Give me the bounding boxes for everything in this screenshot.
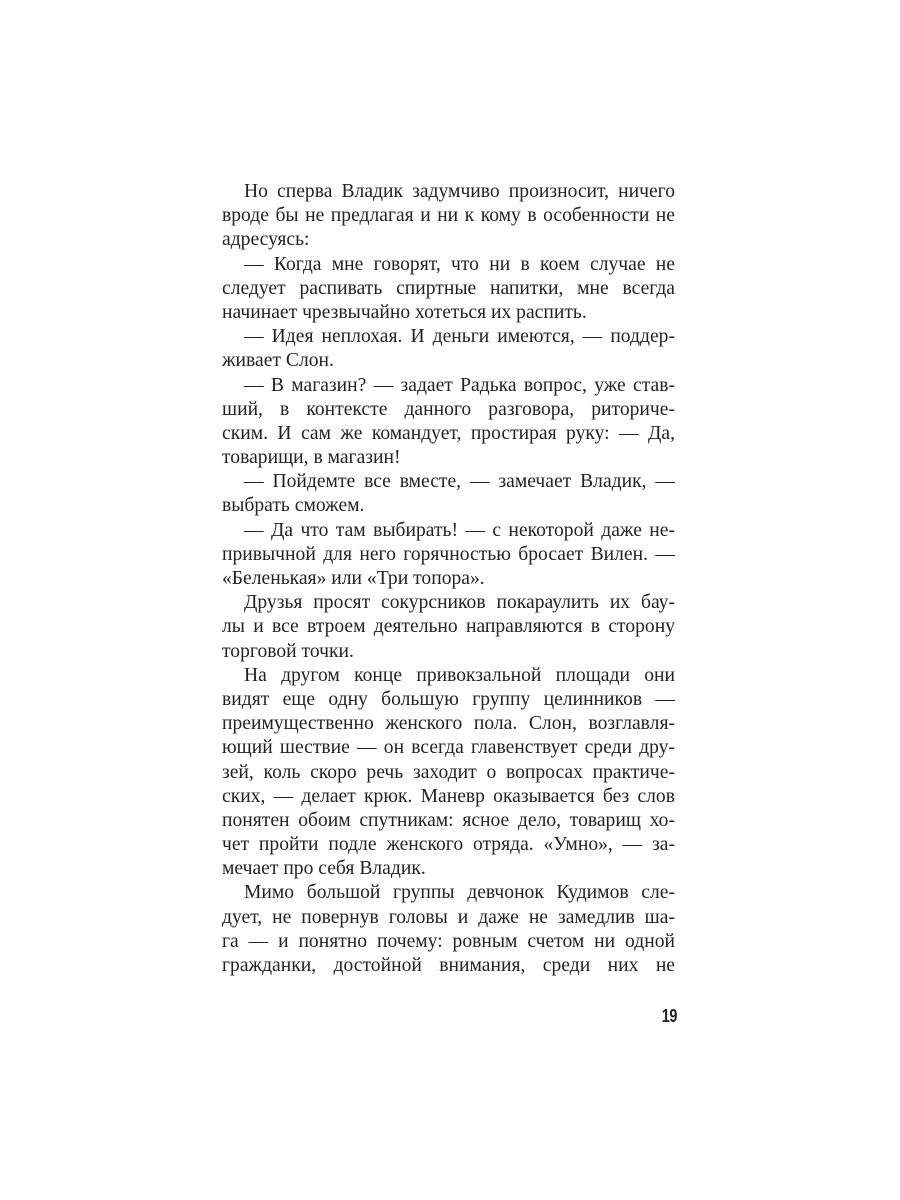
text-line: — В магазин? — задает Радька вопрос, уже став- — [244, 374, 675, 396]
paragraph — [200, 180, 675, 253]
text-line: На другом конце привокзальной площади они — [244, 664, 675, 686]
text-line: видят еще одну большую группу целинников — — [222, 688, 675, 710]
text-line: га — и понятно почему: ровным счетом ни одной — [222, 930, 675, 952]
paragraph — [200, 591, 675, 664]
text-line: ший, в контексте данного разговора, риториче- — [222, 398, 675, 420]
text-line: начинает чрезвычайно хотеться их распить. — [222, 301, 587, 323]
text-line: ских, — делает крюк. Маневр оказывается без слов — [222, 785, 675, 807]
text-line: Но сперва Владик задумчиво произносит, ничего — [244, 181, 675, 202]
paragraph — [200, 519, 675, 592]
text-line: следует распивать спиртные напитки, мне всегда — [222, 277, 675, 299]
text-line: преимущественно женского пола. Слон, возглавля- — [222, 713, 675, 735]
text-line: — Да что там выбирать! — с некоторой даже не- — [244, 519, 675, 541]
text-line: вроде бы не предлагая и ни к кому в особенности не — [222, 205, 675, 227]
page-number: 19 — [661, 1006, 677, 1026]
text-line: — Пойдемте все вместе, — замечает Владик, — — [244, 471, 675, 493]
text-line: торговой точки. — [222, 640, 354, 662]
paragraph — [200, 664, 675, 882]
paragraph — [200, 325, 675, 373]
text-line: Друзья просят сокурсников покараулить их бау- — [244, 592, 675, 614]
text-line: гражданки, достойной внимания, среди них не — [222, 955, 675, 976]
text-line: адресуясь: — [222, 229, 310, 251]
paragraph — [200, 470, 675, 518]
paragraph — [200, 374, 675, 471]
text-line: «Беленькая» или «Три топора». — [222, 568, 485, 589]
text-line: товарищи, в магазин! — [222, 447, 401, 469]
text-line: понятен обоим спутникам: ясное дело, товарищ хо- — [222, 809, 675, 831]
text-line: мечает про себя Владик. — [222, 858, 426, 880]
text-line: дует, не повернув головы и даже не замедлив ша- — [222, 906, 675, 928]
text-line: Мимо большой группы девчонок Кудимов сле- — [244, 882, 675, 904]
text-line: зей, коль скоро речь заходит о вопросах практиче- — [222, 761, 675, 783]
text-line: живает Слон. — [222, 350, 334, 372]
text-line: ющий шествие — он всегда главенствует среди дру- — [222, 737, 675, 759]
text-line: лы и все втроем деятельно направляются в сторону — [222, 616, 675, 638]
text-line: привычной для него горячностью бросает Вилен. — — [222, 543, 675, 565]
text-line: чет пройти подле женского отряда. «Умно», — за- — [222, 834, 675, 856]
text-line: выбрать сможем. — [222, 495, 365, 517]
paragraph — [200, 253, 675, 326]
paragraph — [200, 881, 675, 978]
text-line: — Когда мне говорят, что ни в коем случае не — [244, 253, 675, 275]
text-line: — Идея неплохая. И деньги имеются, — поддер- — [244, 326, 675, 348]
body-text — [200, 180, 675, 978]
text-line: ским. И сам же командует, простирая руку: — Да, — [222, 422, 675, 444]
